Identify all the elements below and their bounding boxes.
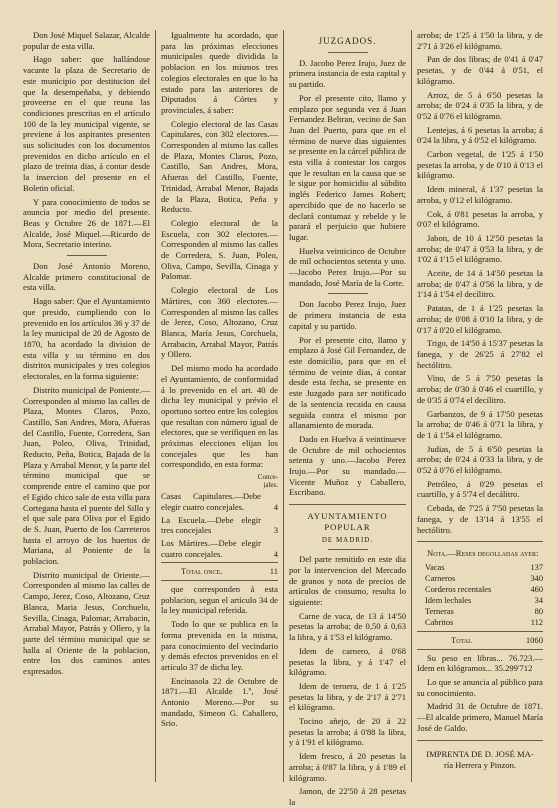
imprenta-line-2: ría Herrera y Pinzon. [443,760,517,771]
precio-judias: Judias, de 5 á 6'50 pesetas la arroba; de 0'24 á 0'33 la libra, y de 0'52 á 0'76 el kilógramo. [417,443,543,476]
distrito-poniente: Distrito municipal de Poniente.—Corresponden al mismo las calles de Plaza, Montes Claros, Pozo, Castillo, San Andres, Mora, Afueras del Castillo, Fuente, Corredera, San Juan, Poleo, Oliva, Trinidad, Reducto, Peña, Botica, Bajada de la Plaza y Arrabal Menor, y la parte del término municipal que se comprende entre el camino que por el Egido chico sale de esta villa para Cortegana hasta el puente del Sillo y el que sale para Oliva por el Egido de S. Juan, Puerto de los Carreteros hasta el arroyo de los huertos de Mariana, al Poniente de la poblacion. [23,384,150,567]
anuncio-publico: Lo que se anuncia al público para su conocimiento. [417,677,543,698]
precio-pan: Pan de dos libras; de 0'41 á 0'47 pesetas, y de 0'44 á 0'51, el kilógramo. [417,54,543,86]
reses-label: Corderos recentales [425,584,492,594]
encinasola-closing: Encinasola 22 de Octubre de 1871.—El Alcalde 1.º, José Antonio Moreno.—Por su mandado, Simeon G. Caballero, Srio. [161,675,278,729]
divider [328,52,368,53]
reses-count: 80 [534,606,543,616]
precio-carbon: Carbon vegetal, de 1'25 á 1'50 pesetas la arroba, y de 0'10 á 0'13 el kilógramo. [417,149,543,181]
table-row [417,595,543,606]
precio-vaca: Carne de vaca, de 13 á 14'50 pesetas la arroba; de 0,50 á 0,63 la libra, y á 1'53 el kilógramo. [289,610,406,643]
table-row: La Escuela.—Debe elegir tres concejales 3 [161,514,278,536]
divider [161,580,278,581]
precio-jabon: Jabon, de 10 á 12'50 pesetas la arroba; de 0'47 á 0'53 la libra, y de 1'02 á 1'15 el kilógramo. [417,232,543,265]
divider [328,549,368,550]
reses-label: Terneras [425,606,454,616]
precio-lentejas: Lentejas, á 6 pesetas la arroba; á 0'24 la libra, y á 0'52 el kilógramo. [417,124,543,146]
table-row [417,606,543,617]
divider [417,541,543,542]
precio-carbon-mineral: Idem mineral, á 1'37 pesetas la arroba, y 0'12 el kilógramo. [417,184,543,205]
precio-ternera: Idem de ternera, de 1 á 1'25 pesetas la libra, y de 2'17 á 2'71 el kilógramo. [289,680,406,713]
gazette-page [18,30,548,807]
column-3 [283,30,411,807]
concejales-total: Total once. 11 [181,566,278,577]
reses-table [417,562,543,628]
articulo-34: que corresponden á esta poblacion, segun el artículo 34 de la ley municipal referida. [161,584,278,616]
divider [161,562,278,563]
column-1 [18,30,155,782]
salazar-closing: Y para conocimiento de todos se anuncia por medio del presente. Beas y Octubre 26 de 1871.—El Alcalde, José Miquel.—Ricardo de Mora, Secretario interino. [23,196,150,250]
peso-total: Su peso en libras... 76.723.—Idem en kilógramos... 35.299'712 [417,652,543,674]
concejales-table [161,473,278,581]
colegio-escuela: Colegio electoral de la Escuela, con 302 electores.—Corresponden al mismo las calles de Corredera, S. Juan, Poleo, Oliva, Campo, Sevilla, Cinaga y Palomar. [161,217,278,282]
column-2 [155,30,283,782]
edicto-gil: Por el presente cito, llamo y emplazo á José Gil Fernandez, de este domicilio, para que en el término de veinte dias, á contar desde esta fecha, se presente en este Juzgado para ser notificado de la sentencia recaida en causa seguida contra el mismo por allanamiento de morada. [289,334,406,431]
precio-trigo: Trigo, de 14'50 á 15'37 pesetas la fanega, y de 26'25 á 27'82 el hectólitro. [417,338,543,370]
distrito-oriente: Distrito municipal de Oriente.—Corresponden al mismo las calles de Campo, Jerez, Coso, Altozano, Cruz Blanca, Maria Jesus, Corchuelo, Sevilla, Cinaga, Palomar, Arrabacin, Arrabal Mayor, Patrás y Ollero, y la parte del término municipal que se halla al Oriente de la poblacion, entre los dos caminos antes expresados. [23,569,150,677]
reses-count: 112 [530,617,543,627]
precio-carnero: Idem de carnero, á 0'68 pesetas la libra, y á 1'47 el kilógramo. [289,645,406,678]
column-4 [411,30,548,782]
precio-garbanzos: Garbanzos, de 9 á 17'50 pesetas la arroba; de 0'46 á 0'71 la libra, y de 1 á 1'54 el kilógramo. [417,408,543,440]
reses-label: Carneros [425,573,456,583]
divider [417,740,543,741]
precio-jamon: Jamon, de 22'50 á 28 pesetas la [289,786,406,807]
precio-cebada: Cebada, de 7'25 á 7'50 pesetas la fanega, y de 13'14 á 13'55 el hectólitro. [417,503,543,535]
colegio-martires: Colegio electoral de Los Mártires, con 360 electores.—Corresponden al mismo las calles de Jerez, Coso, Altozano, Cruz Blanca, María Jesus, Corchuela, Arrabacin, Arrabal Mayor, Patrás y Ollero. [161,285,278,360]
reses-label: Idem lechales [425,595,472,605]
section-heading-juzgados: JUZGADOS. [318,36,377,46]
divider [289,504,406,505]
reses-count: 137 [530,562,543,572]
irujo-intro-2: Don Jacobo Perez Irujo, Juez de primera instancia de esta capital y su partido. [289,299,406,331]
reses-count: 340 [530,573,543,583]
table-row [417,573,543,584]
precio-jamon-cont: arroba; de 1'25 á 1'50 la libra, y de 2'71 á 3'26 el kilógramo. [417,30,543,51]
edicto-1-closing: Huelva veinticinco de Octubre de mil ochocientos setenta y uno.—Jacobo Perez Irujo.—Por su mandado, José María de la Corte. [289,245,406,288]
table-row [417,584,543,595]
divider [67,255,107,256]
colegio-casas-capitulares: Colegio electoral de las Casas Capitulares, con 302 electores.—Corresponden al mismo las calles de Plaza, Montes Claros, Pozo, Castillo, San Andres, Mora, Afueras del Castillo, Fuente, Trinidad, Arrabal Menor, Bajada de la Plaza, Botica, Peña y Reducto. [161,118,278,215]
precio-aceite: Aceite, de 14 á 14'50 pesetas la arroba; de 0'47 á 0'56 la libra, y de 1'14 á 1'54 el decílitro. [417,268,543,300]
divider [417,631,543,632]
table-row [417,617,543,628]
precio-tocino: Tocino añejo, de 20 á 22 pesetas la arroba; á 0'88 la libra, y á 1'91 el kilógramo. [289,716,406,748]
table-row [417,562,543,573]
moreno-notice: Hago saber: Que el Ayuntamiento que presido, cumpliendo con lo prevenido en los artículos 36 y 37 de la ley municipal de 20 de Agosto de 1870, ha acordado la division de esta villa y su término en dos distritos municipales y tres colegios electorales, en la forma siguiente: [23,296,150,382]
precio-petroleo: Petróleo, á 0'29 pesetas el cuartillo, y á 5'74 el decálitro. [417,478,543,500]
precio-patatas: Patatas, de 1 á 1'25 pesetas la arroba; de 0'08 á 0'10 la libra, y de 0'17 á 0'20 el kilógramo. [417,303,543,335]
moreno-intro: Don José Antonio Moreno, Alcalde primero constitucional de esta villa. [23,261,150,293]
salazar-intro: Don José Miquel Salazar, Alcalde popular de esta villa. [23,30,150,51]
divider [328,293,368,294]
concejales-label-a: Conce- [257,473,278,482]
table-row: Casas Capitulares.—Debe elegir cuatro concejales. 4 [161,491,278,512]
sorteo-paragraph: Del mismo modo ha acordado el Ayuntamiento, de conformidad á lo prevenido en el art. 40 de dicha ley municipal y prévio el oportuno sorteo entre los colegios que resultan con número igual de electores, que se verifiquen en las próximas elecciones elijan los concejales que les han correspondido, en esta forma: [161,363,278,470]
section-heading-ayuntamiento: AYUNTAMIENTO POPULAR [307,511,388,532]
reses-total: Total 1060 [451,634,543,645]
irujo-intro-1: D. Jacobo Perez Irujo, Juez de primera instancia de esta capital y su partido. [289,57,406,90]
reses-count: 460 [530,584,543,594]
madrid-closing: Madrid 31 de Octubre de 1871.—El alcalde primero, Manuel María José de Galdo. [417,701,543,733]
divider [417,649,543,650]
reses-count: 34 [534,595,543,605]
precio-cok: Cok, á 0'81 pesetas la arroba, y 0'07 el kilógramo. [417,208,543,230]
reses-label: Vacas [425,562,445,572]
nota-reses: Nota.—Reses degolladas ayer: [427,548,539,559]
table-row: Los Mártires.—Debe elegir cuatro concejales. 4 [161,537,278,559]
precio-vino: Vino, de 5 á 7'50 pesetas la arroba; de 0'30 á 0'46 el cuartillo, y de 0'35 á 0'74 el decílitro. [417,373,543,405]
mercado-intro: Del parte remitido en este dia por la intervencion del Mercado de granos y nota de precios de artículos de consumo, resulta lo siguiente: [289,554,406,608]
publicacion: Todo lo que se publica en la forma prevenida en la misma, para conocimiento del vecindario y demás efectos prevenidos en el artículo 37 de dicha ley. [161,619,278,672]
colegios-intro: Igualmente ha acordado, que para las próximas elecciones municipales quede dividida la poblacion en los mismos tres colegios electorales en que lo ha estado para las anteriores de Diputados á Córtes y provinciales, á saber: [161,30,278,115]
imprenta-line-1: IMPRENTA DE D. JOSÉ MA- [426,748,534,759]
edicto-2-closing: Dado en Huelva á veintinueve de Octubre de mil ochocientos setenta y uno.—Jacobo Perez Irujo.—Por su mandado.—Vicente Muñoz y Caballero, Escribano. [289,433,406,498]
concejales-label-b: jales. [263,481,278,490]
reses-label: Cabritos [425,617,454,627]
salazar-notice: Hago saber: que hallándose vacante la plaza de Secretario de este municipio por destitucion del que la desempeñaba, y debiendo proveerse en el que reuna las condiciones prescritas en el artículo 100 de la ley municipal vigente, se previene á los aspirantes presenten sus solicitudes con los documentos prevenidos en dicho artículo en el plazo de treinta dias, á contar desde la insercion del presente en el Boletin oficial. [23,54,150,193]
precio-arroz: Arroz, de 5 á 6'50 pesetas la arroba; de 0'24 á 0'35 la libra, y de 0'52 á 0'76 el kilógramo. [417,89,543,121]
edicto-beltran: Por el presente cito, llamo y emplazo por segunda vez á Juan Fernandez Beltran, vecino de San Juan del Puerto, para que en el término de nueve dias siguientes se presente en la cárcel pública de esta villa á contestar los cargos que le resultan en la causa que se le sigue por homicidio al súbdito inglés Federico James Robert; apercibido que de no hacerlo se declará contumaz y rebelde y le parará el perjuicio que hubiere lugar. [289,92,406,242]
section-subheading-madrid: DE MADRID. [321,535,374,544]
precio-tocino-fresco: Idem fresco, á 20 pesetas la arroba; á 0'87 la libra, y á 1'89 el kilógramo. [289,751,406,783]
